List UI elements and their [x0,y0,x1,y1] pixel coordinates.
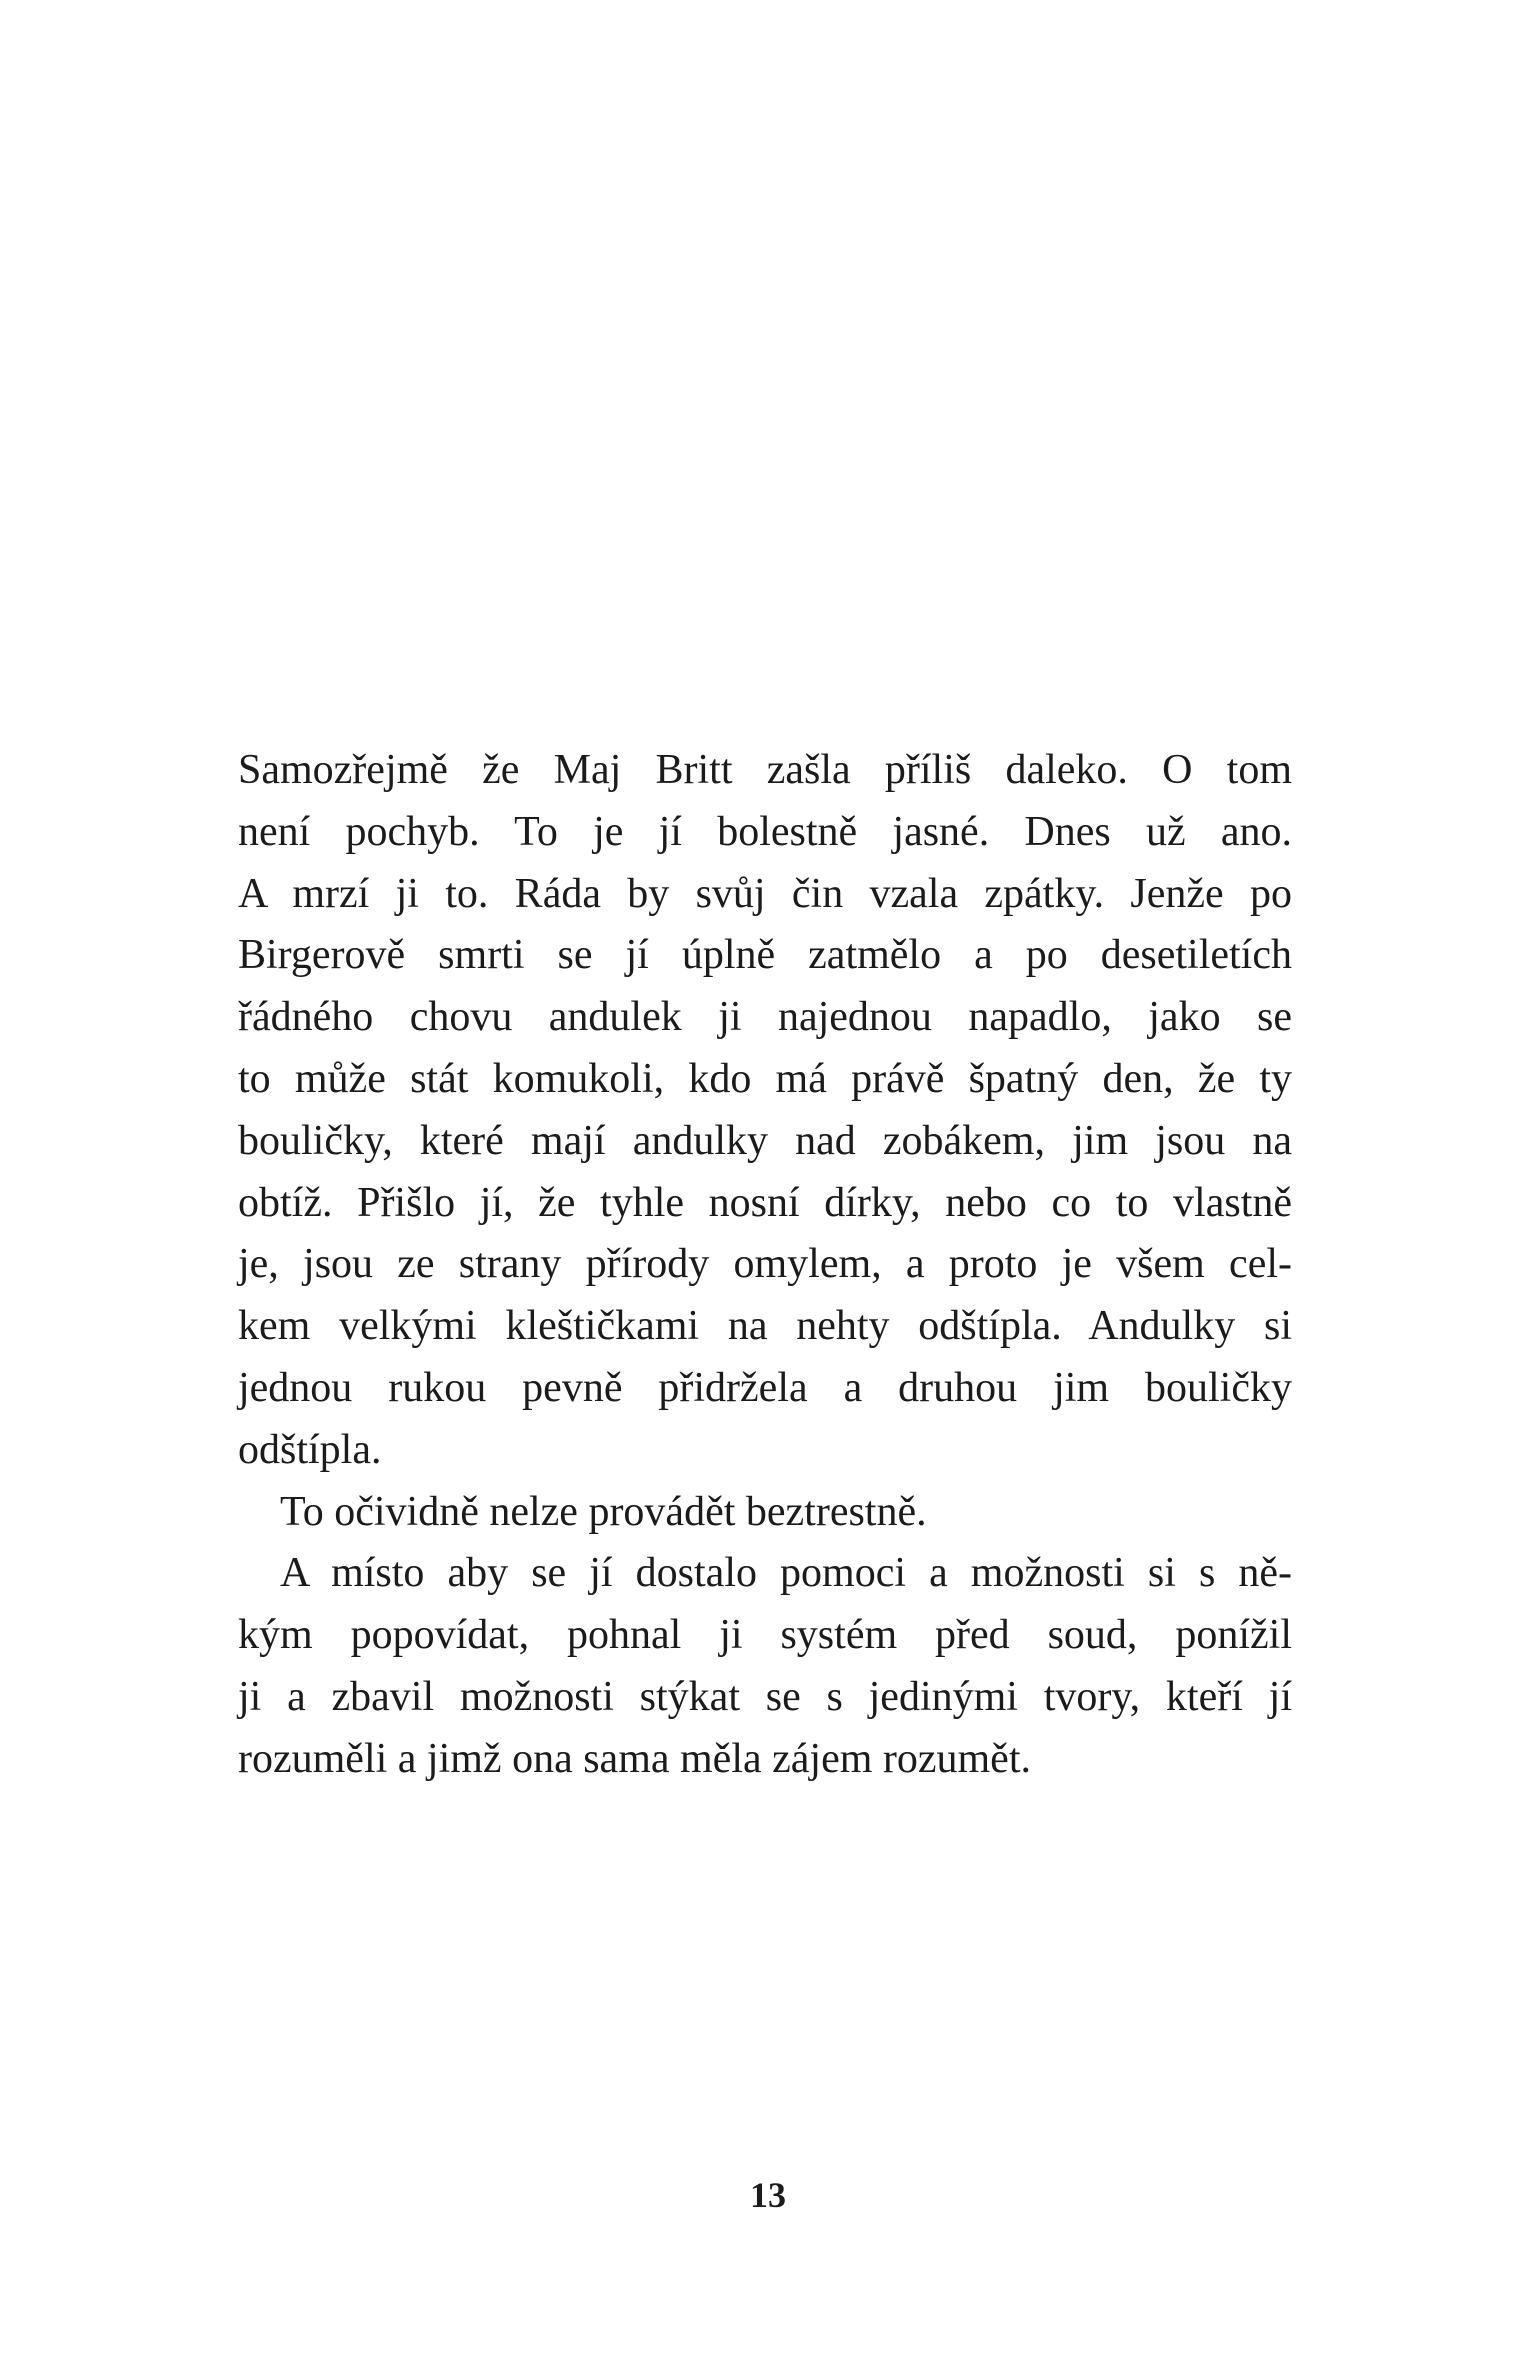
text-line: řádného chovu andulek ji najednou napadlo, jako se [238,994,1292,1041]
text-line: To očividně nelze provádět beztrestně. [280,1488,927,1535]
text-line: jednou rukou pevně přidržela a druhou jim bouličky [238,1364,1292,1411]
text-line: kým popovídat, pohnal ji systém před soud, ponížil [238,1612,1292,1659]
page-number: 13 [750,2175,786,2215]
text-line: to může stát komukoli, kdo má právě špatný den, že ty [238,1055,1292,1102]
text-line: kem velkými kleštičkami na nehty odštípla. Andulky si [238,1303,1292,1350]
paragraph-3 [238,1543,1292,1790]
text-line: rozuměli a jimž ona sama měla zájem rozumět. [238,1735,1031,1782]
text-line: Samozřejmě že Maj Britt zašla příliš daleko. O tom [238,747,1292,793]
text-line: odštípla. [238,1426,382,1473]
paragraph-1 [238,740,1292,1482]
body-text [238,740,1292,1791]
paragraph-2 [238,1482,1292,1544]
text-line: obtíž. Přišlo jí, že tyhle nosní dírky, nebo co to vlastně [238,1179,1292,1226]
text-line: A mrzí ji to. Ráda by svůj čin vzala zpátky. Jenže po [238,870,1292,917]
text-line: A místo aby se jí dostalo pomoci a možnosti si s ně- [280,1550,1292,1597]
text-line: Birgerově smrti se jí úplně zatmělo a po desetiletích [238,932,1292,979]
text-line: není pochyb. To je jí bolestně jasné. Dnes už ano. [238,808,1292,855]
text-line: je, jsou ze strany přírody omylem, a proto je všem cel- [238,1241,1292,1288]
text-line: bouličky, které mají andulky nad zobákem, jim jsou na [238,1117,1292,1164]
text-line: ji a zbavil možnosti stýkat se s jedinými tvory, kteří jí [238,1673,1292,1720]
